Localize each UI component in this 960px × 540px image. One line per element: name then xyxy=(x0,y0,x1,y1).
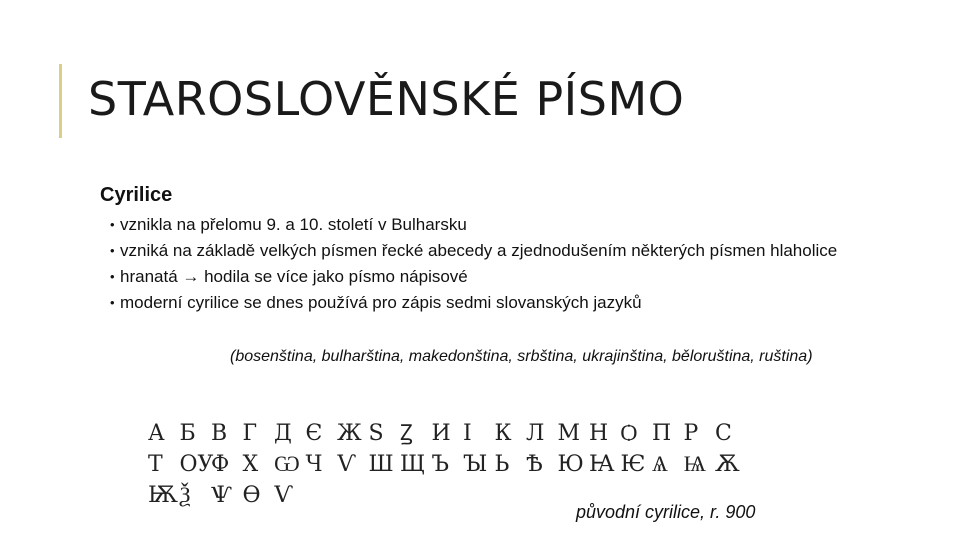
bullet-item: • vznikla na přelomu 9. a 10. století v Bulharsku xyxy=(110,214,890,235)
alphabet-letter: Є xyxy=(305,421,323,446)
alphabet-letter: Г xyxy=(242,421,258,446)
alphabet-letter: Ж xyxy=(337,421,362,446)
alphabet-letter: Ю xyxy=(557,452,584,477)
alphabet-letter: Т xyxy=(148,452,163,477)
alphabet-letter: А xyxy=(148,421,165,446)
alphabet-letter: Б xyxy=(179,421,196,446)
alphabet-letter: Щ xyxy=(400,452,426,477)
alphabet-letter: Ѻ xyxy=(620,421,638,446)
alphabet-letter: Ѡ xyxy=(274,452,300,477)
alphabet-letter: И xyxy=(431,421,451,446)
alphabet-letter: В xyxy=(211,421,228,446)
alphabet-letter: Ѯ xyxy=(179,483,191,508)
alphabet-letter: Ѳ xyxy=(242,483,261,508)
alphabet-letter: Ф xyxy=(211,452,230,477)
languages-note: (bosenština, bulharština, makedonština, srbština, ukrajinština, běloruština, ruština) xyxy=(230,348,813,365)
alphabet-letter: Ѵ xyxy=(274,483,293,508)
alphabet-letter: Ѥ xyxy=(620,452,646,477)
alphabet-letter: П xyxy=(652,421,672,446)
section-heading: Cyrilice xyxy=(100,184,173,206)
alphabet-letter: Ѫ xyxy=(715,452,740,477)
alphabet-letter: Ꙑ xyxy=(463,452,488,477)
alphabet-letter: С xyxy=(715,421,732,446)
bullet-item: • vzniká na základě velkých písmen řecké abecedy a zjednodušením některých písmen hlaholice xyxy=(110,240,890,261)
alphabet-letter: Ь xyxy=(494,452,510,477)
alphabet-letter: Н xyxy=(589,421,609,446)
alphabet-letter: Ꙁ xyxy=(400,421,413,446)
alphabet-letter: Ѧ xyxy=(652,452,668,477)
alphabet-letter: Л xyxy=(526,421,545,446)
bullet-item: • moderní cyrilice se dnes používá pro zápis sedmi slovanských jazyků xyxy=(110,292,890,313)
alphabet-caption: původní cyrilice, r. 900 xyxy=(576,502,756,522)
alphabet-letter: Ш xyxy=(368,452,394,477)
bullet-list xyxy=(110,214,890,318)
alphabet-letter: Х xyxy=(242,452,259,477)
alphabet-letter: Д xyxy=(274,421,292,446)
alphabet-letter: ОУ xyxy=(179,452,214,477)
alphabet-letter: Ѩ xyxy=(683,452,707,477)
bullet-item: • hranatá → hodila se více jako písmo nápisové xyxy=(110,266,890,287)
alphabet-letter: І xyxy=(463,421,472,446)
alphabet-row-2 xyxy=(148,449,788,480)
alphabet-row-1 xyxy=(148,418,788,449)
alphabet-letter: К xyxy=(494,421,512,446)
alphabet-letter: Ч xyxy=(305,452,323,477)
alphabet-letter: Ъ xyxy=(431,452,449,477)
alphabet-letter: Ѵ xyxy=(337,452,356,477)
slide-title: STAROSLOVĚNSKÉ PÍSMO xyxy=(88,72,685,126)
alphabet-letter: Ꙗ xyxy=(589,452,615,477)
cyrillic-alphabet-chart xyxy=(148,418,788,511)
alphabet-letter: М xyxy=(557,421,581,446)
alphabet-letter: Р xyxy=(683,421,699,446)
alphabet-letter: Ѭ xyxy=(148,483,178,508)
alphabet-letter: Ѕ xyxy=(368,421,384,446)
alphabet-letter: Ѱ xyxy=(211,483,232,508)
alphabet-letter: Ѣ xyxy=(526,452,543,477)
title-accent-bar xyxy=(59,64,62,138)
